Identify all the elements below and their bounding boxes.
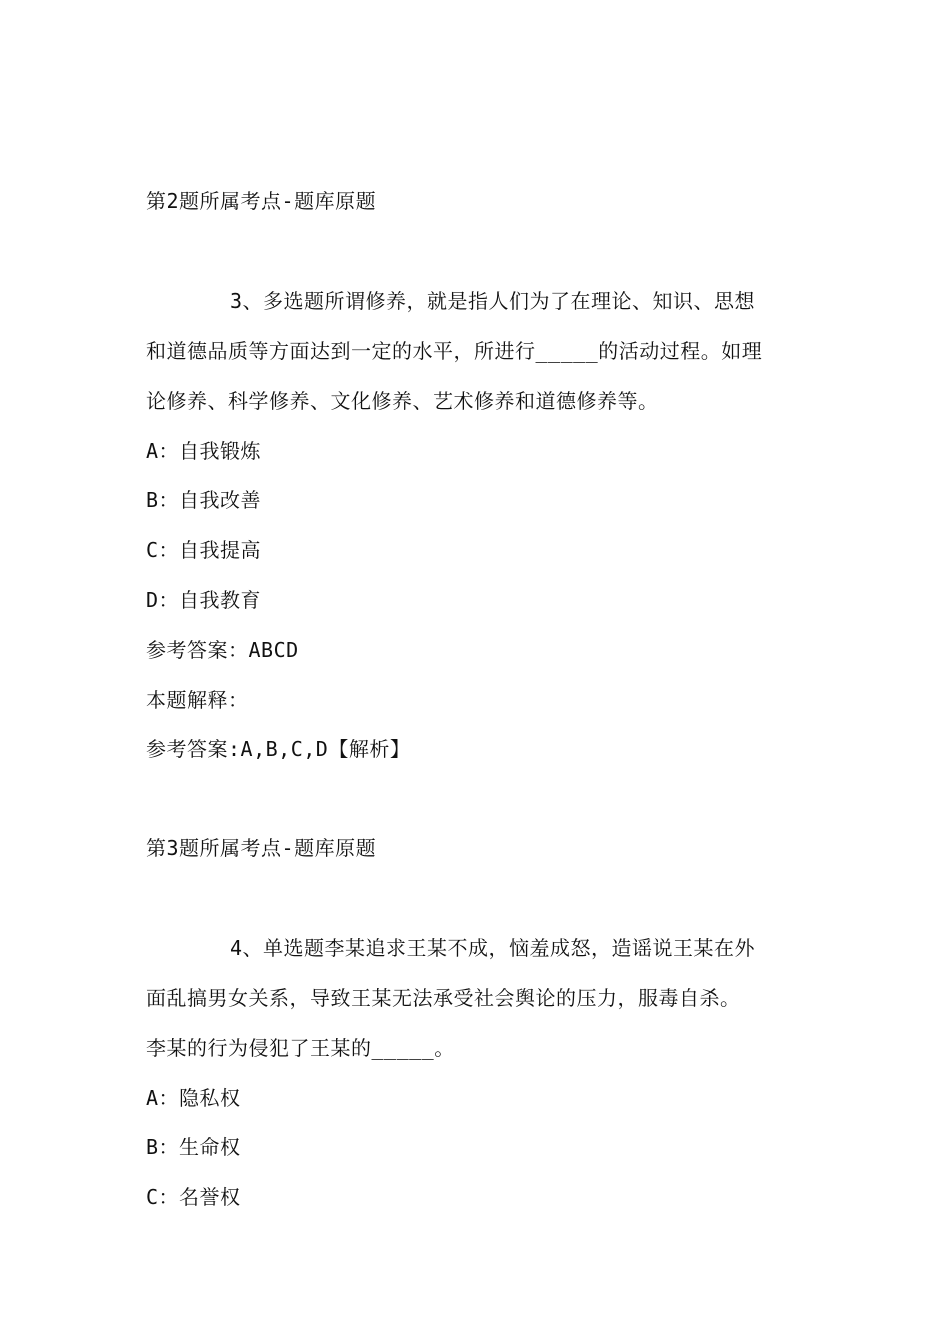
q3-source-line: 第3题所属考点-题库原题: [146, 836, 377, 860]
q4-text-line-2: 面乱搞男女关系，导致王某无法承受社会舆论的压力，服毒自杀。: [146, 986, 741, 1010]
q3-text-line-1: 3、多选题所谓修养，就是指人们为了在理论、知识、思想: [230, 289, 756, 313]
q3-option-a: A：自我锻炼: [146, 439, 262, 463]
q3-text-line-3: 论修养、科学修养、文化修养、艺术修养和道德修养等。: [146, 389, 659, 413]
q4-option-b: B：生命权: [146, 1135, 241, 1159]
q2-source-line: 第2题所属考点-题库原题: [146, 189, 377, 213]
q3-text-line-2: 和道德品质等方面达到一定的水平，所进行_____的活动过程。如理: [146, 339, 763, 363]
q3-explain-text: 参考答案:A,B,C,D【解析】: [146, 737, 411, 761]
q4-text-line-1: 4、单选题李某追求王某不成，恼羞成怒，造谣说王某在外: [230, 936, 756, 960]
q3-option-c: C：自我提高: [146, 538, 262, 562]
q4-option-a: A：隐私权: [146, 1086, 241, 1110]
q3-option-b: B：自我改善: [146, 488, 262, 512]
q4-option-c: C：名誉权: [146, 1185, 241, 1209]
q3-option-d: D：自我教育: [146, 588, 262, 612]
q4-text-line-3: 李某的行为侵犯了王某的_____。: [146, 1036, 455, 1060]
q3-explain-label: 本题解释：: [146, 688, 249, 712]
q3-answer: 参考答案：ABCD: [146, 638, 299, 662]
